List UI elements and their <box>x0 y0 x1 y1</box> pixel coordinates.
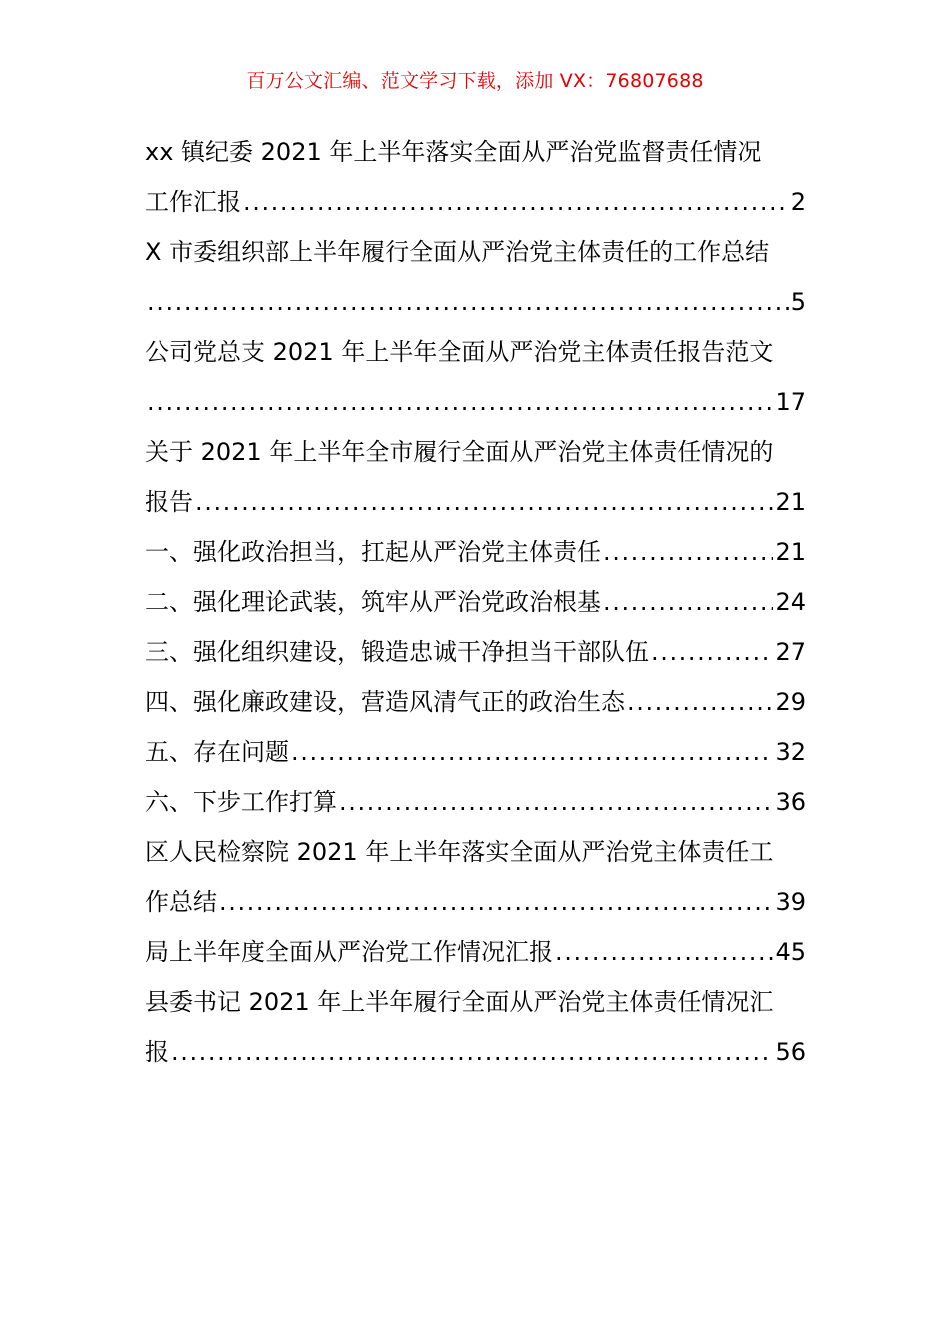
toc-entry[interactable] <box>145 877 806 927</box>
toc-dot-leader <box>195 477 773 527</box>
toc-entry[interactable] <box>145 527 806 577</box>
toc-entry-title-line[interactable]: 区人民检察院 2021 年上半年落实全面从严治党主体责任工 <box>145 838 774 866</box>
toc-entry-title-line[interactable]: X 市委组织部上半年履行全面从严治党主体责任的工作总结 <box>145 238 770 266</box>
toc-entry[interactable] <box>145 177 806 227</box>
table-of-contents <box>145 127 806 1077</box>
toc-entry-title: 五、存在问题 <box>145 738 289 766</box>
toc-dot-leader <box>219 877 773 927</box>
toc-page-number: 32 <box>775 738 806 766</box>
toc-entry[interactable] <box>145 627 806 677</box>
toc-dot-leader <box>339 777 773 827</box>
toc-entry-title: 工作汇报 <box>145 188 241 216</box>
toc-entry[interactable] <box>145 277 806 327</box>
toc-page-number: 21 <box>775 488 806 516</box>
toc-entry-title: 局上半年度全面从严治党工作情况汇报 <box>145 938 553 966</box>
toc-dot-leader <box>627 677 773 727</box>
toc-entry-title: 报告 <box>145 488 193 516</box>
toc-page-number: 36 <box>775 788 806 816</box>
toc-entry-title-line[interactable]: xx 镇纪委 2021 年上半年落实全面从严治党监督责任情况 <box>145 138 762 166</box>
toc-dot-leader <box>603 577 773 627</box>
toc-entry-title-line[interactable]: 公司党总支 2021 年上半年全面从严治党主体责任报告范文 <box>145 338 774 366</box>
toc-entry[interactable] <box>145 1027 806 1077</box>
toc-entry[interactable] <box>145 927 806 977</box>
toc-entry-title-line[interactable]: 县委书记 2021 年上半年履行全面从严治党主体责任情况汇 <box>145 988 774 1016</box>
toc-entry-title-line[interactable]: 关于 2021 年上半年全市履行全面从严治党主体责任情况的 <box>145 438 774 466</box>
toc-entry[interactable] <box>145 577 806 627</box>
toc-page-number: 21 <box>775 538 806 566</box>
toc-dot-leader <box>147 277 789 327</box>
toc-entry-title: 一、强化政治担当，扛起从严治党主体责任 <box>145 538 601 566</box>
toc-page-number: 29 <box>775 688 806 716</box>
toc-entry[interactable] <box>145 477 806 527</box>
toc-page-number: 45 <box>775 938 806 966</box>
toc-page-number: 39 <box>775 888 806 916</box>
toc-page-number: 56 <box>775 1038 806 1066</box>
toc-dot-leader <box>651 627 773 677</box>
toc-page-number: 5 <box>790 288 806 316</box>
toc-entry-title: 六、下步工作打算 <box>145 788 337 816</box>
toc-dot-leader <box>291 727 773 777</box>
toc-entry[interactable] <box>145 777 806 827</box>
toc-page-number: 27 <box>775 638 806 666</box>
toc-entry-title: 作总结 <box>145 888 217 916</box>
toc-page-number: 2 <box>790 188 806 216</box>
page-header-ad: 百万公文汇编、范文学习下载，添加 VX：76807688 <box>246 70 704 92</box>
toc-entry[interactable] <box>145 377 806 427</box>
toc-entry-title: 报 <box>145 1038 169 1066</box>
toc-entry-title: 三、强化组织建设，锻造忠诚干净担当干部队伍 <box>145 638 649 666</box>
toc-page-number: 24 <box>775 588 806 616</box>
toc-page-number: 17 <box>775 388 806 416</box>
toc-dot-leader <box>243 177 789 227</box>
toc-dot-leader <box>555 927 773 977</box>
toc-dot-leader <box>171 1027 773 1077</box>
toc-entry[interactable] <box>145 727 806 777</box>
toc-entry-title: 四、强化廉政建设，营造风清气正的政治生态 <box>145 688 625 716</box>
toc-entry-title: 二、强化理论武装，筑牢从严治党政治根基 <box>145 588 601 616</box>
toc-dot-leader <box>147 377 773 427</box>
toc-dot-leader <box>603 527 773 577</box>
toc-entry[interactable] <box>145 677 806 727</box>
